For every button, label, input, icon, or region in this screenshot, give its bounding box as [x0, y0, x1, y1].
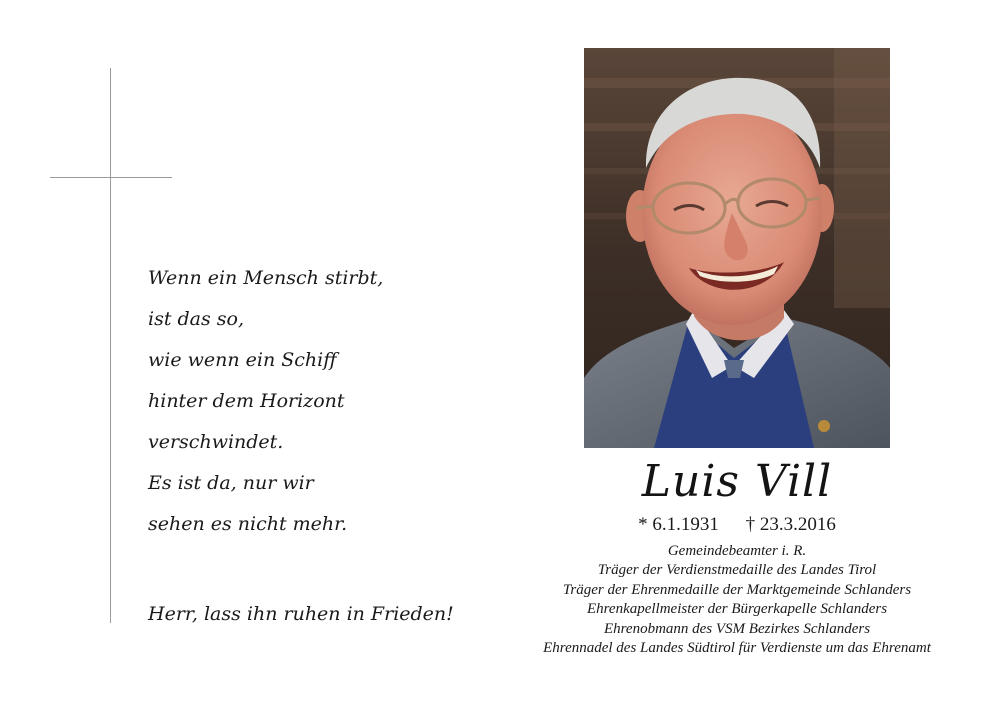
cross-vertical-bar: [110, 68, 111, 623]
prayer-line: Herr, lass ihn ruhen in Frieden!: [148, 603, 454, 625]
honor-item: Ehrennadel des Landes Südtirol für Verdienste um das Ehrenamt: [543, 639, 931, 656]
honor-item: Ehrenobmann des VSM Bezirkes Schlanders: [603, 620, 871, 637]
poem-line: Es ist da, nur wir: [148, 472, 314, 494]
poem-line: hinter dem Horizont: [148, 390, 345, 412]
poem-line: sehen es nicht mehr.: [148, 513, 348, 535]
poem-line: verschwindet.: [148, 431, 284, 453]
poem-line: wie wenn ein Schiff: [148, 349, 337, 371]
honor-item: Träger der Verdienstmedaille des Landes Tirol: [597, 562, 877, 579]
deceased-name: Luis Vill: [641, 456, 833, 507]
honor-item: Träger der Ehrenmedaille der Marktgemeinde Schlanders: [562, 581, 912, 598]
poem-line: Wenn ein Mensch stirbt,: [148, 267, 384, 289]
portrait-photo: [584, 48, 890, 448]
life-dates: [584, 512, 890, 538]
cross-horizontal-bar: [50, 177, 172, 178]
poem: [148, 258, 478, 545]
death-date: † 23.3.2016: [745, 514, 836, 535]
poem-line: ist das so,: [148, 308, 245, 330]
honor-item: Ehrenkapellmeister der Bürgerkapelle Schlanders: [586, 601, 888, 618]
honors-list: [520, 542, 954, 658]
birth-date: * 6.1.1931: [638, 514, 719, 535]
portrait-illustration: [584, 48, 890, 448]
honor-item: Gemeindebeamter i. R.: [667, 543, 807, 559]
